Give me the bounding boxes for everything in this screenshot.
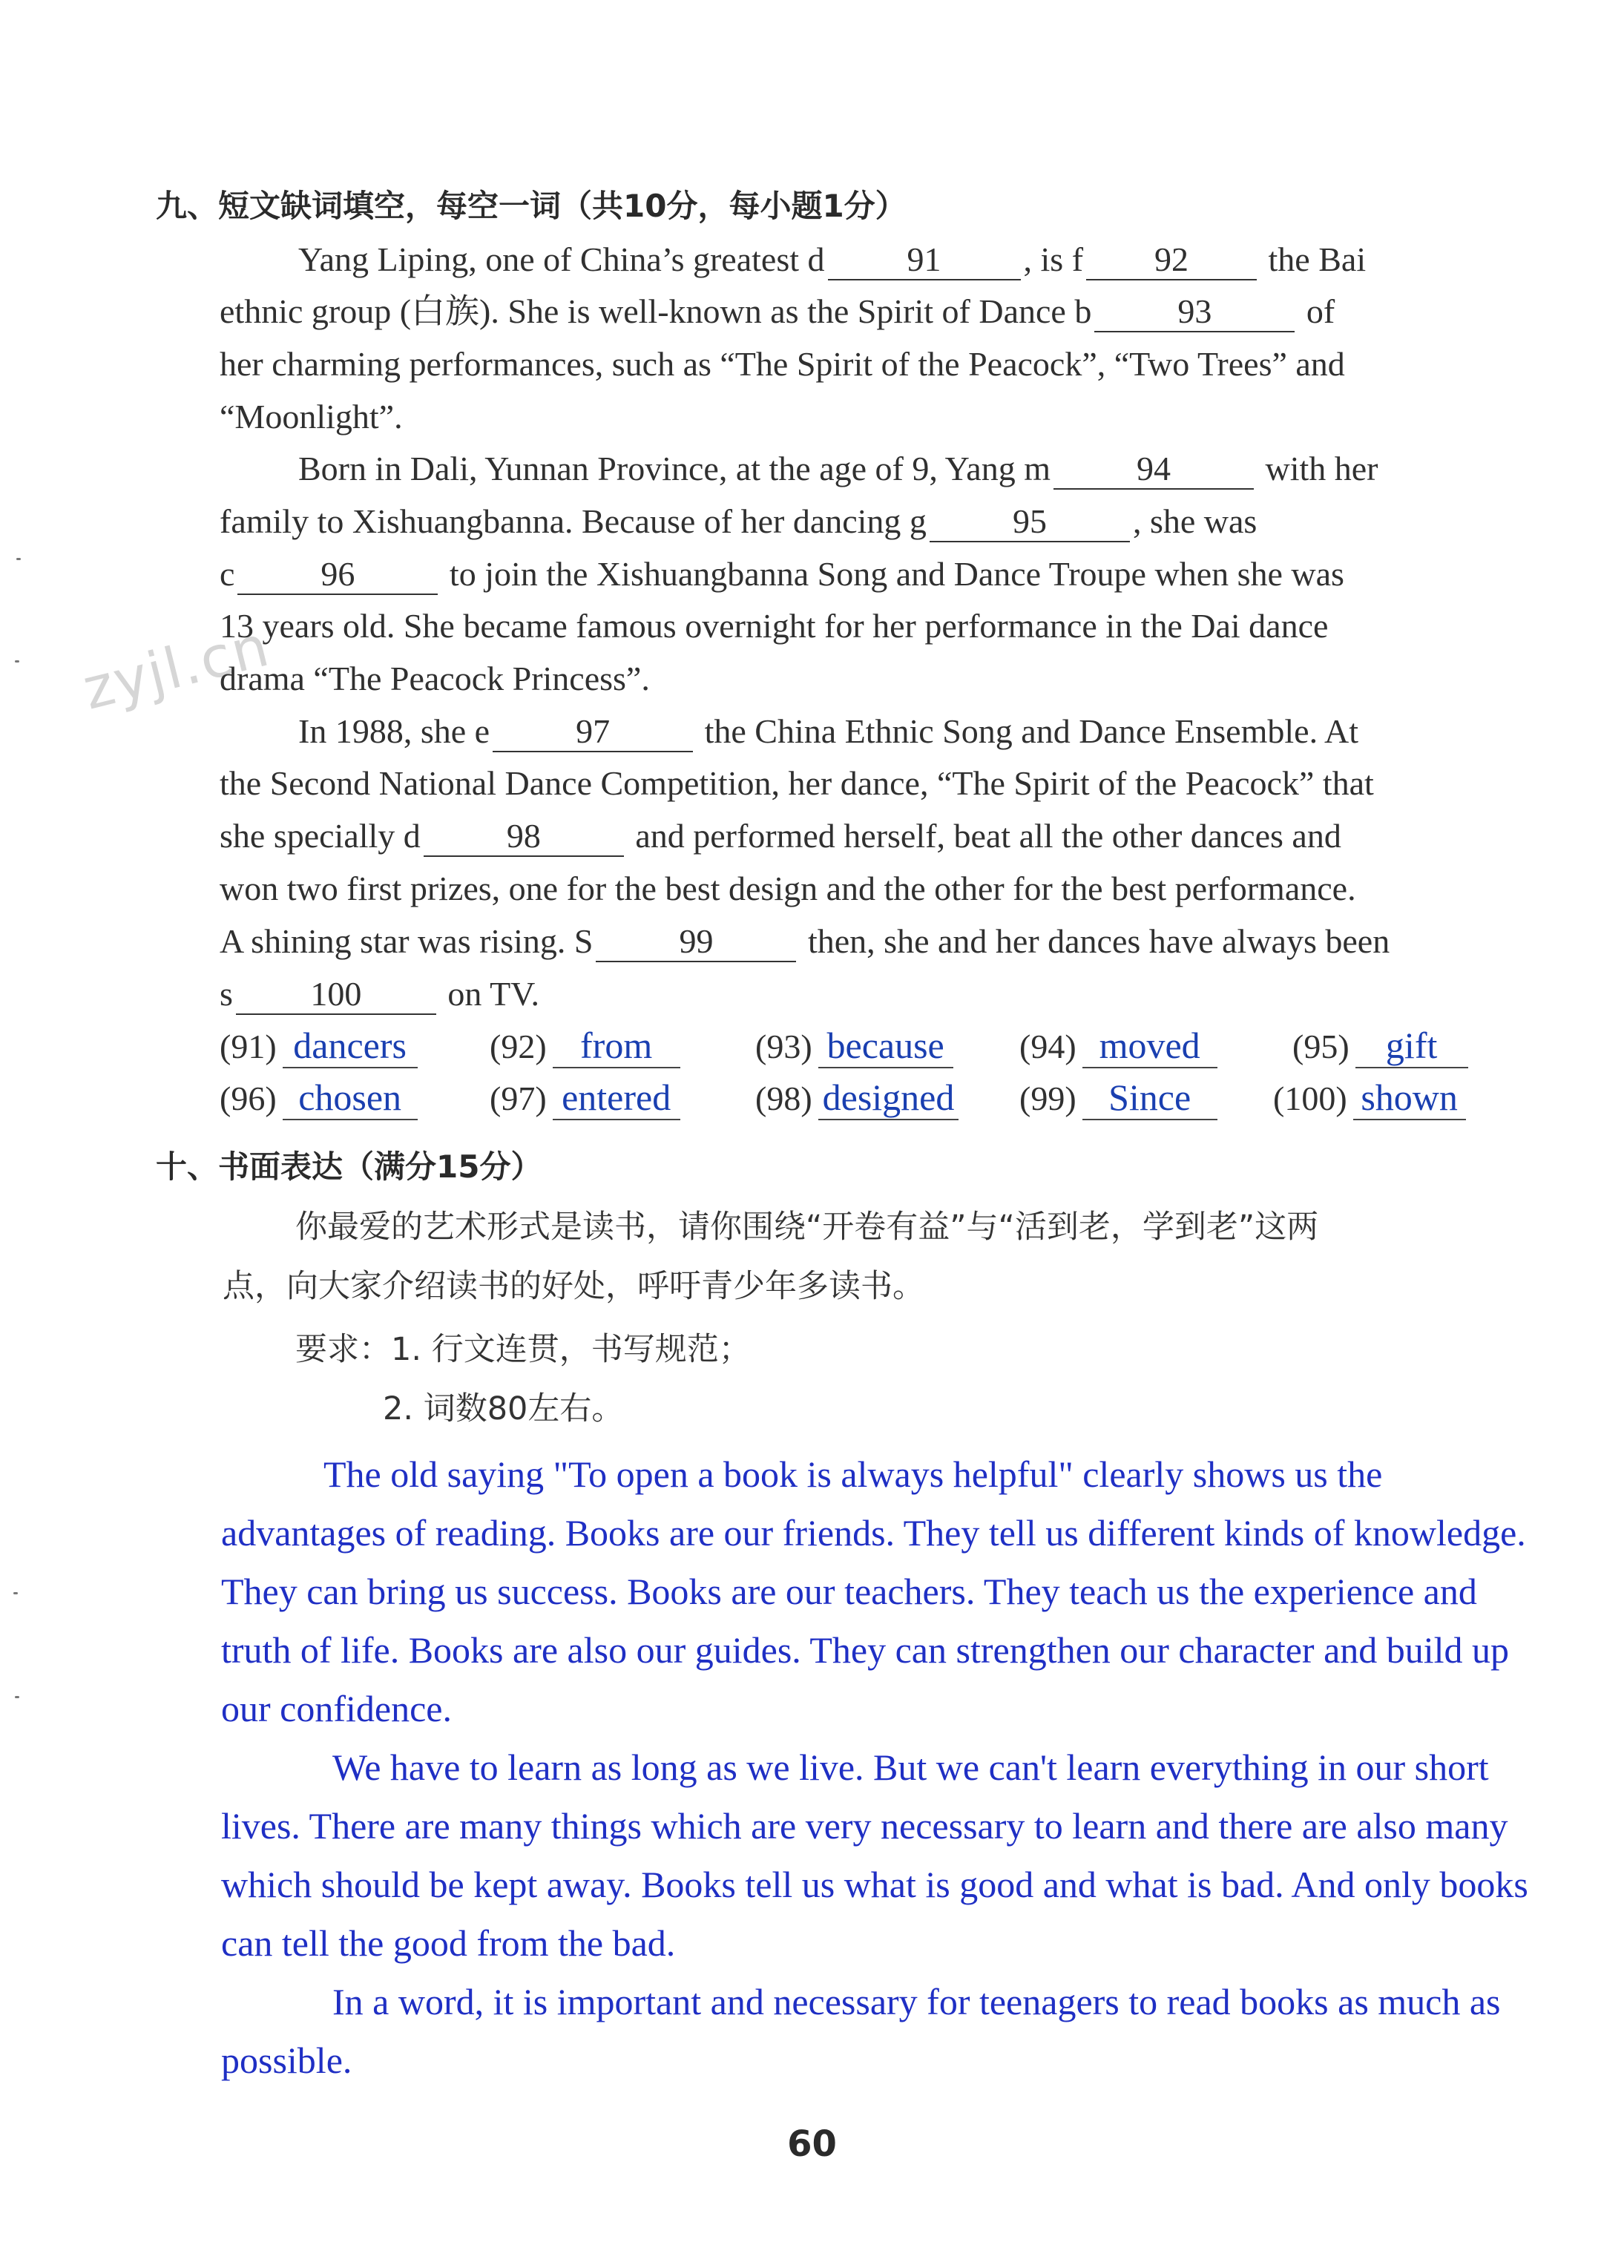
- passage-line: her charming performances, such as “The Spirit of the Peacock”, “Two Trees” and: [220, 345, 1345, 383]
- passage-line: s 100 on TV.: [220, 973, 539, 1015]
- page-number: 60: [787, 2123, 837, 2165]
- watermark: zyjl.cn: [76, 612, 277, 723]
- answer-92: (92) from: [490, 1024, 680, 1068]
- requirement-line-1: 要求：1. 行文连贯，书写规范；: [295, 1331, 751, 1368]
- scan-speck: [16, 558, 21, 560]
- blank-93: 93: [1094, 292, 1295, 332]
- essay-paragraph: We have to learn as long as we live. But we can't learn everything in our short lives. There are many things which are very necessary to learn and there are also many which should be kept away. Books tell us what is good and what is bad. And only books can tell the good from the bad.: [221, 1746, 1528, 1964]
- blank-99: 99: [596, 922, 796, 962]
- essay-paragraph: In a word, it is important and necessary for teenagers to read books as much as possible.: [221, 1981, 1501, 2081]
- blank-97: 97: [493, 712, 693, 752]
- writing-prompt-line-2: 点，向大家介绍读书的好处，呼吁青少年多读书。: [223, 1268, 924, 1305]
- blank-94: 94: [1053, 450, 1254, 490]
- scan-speck: [13, 1592, 18, 1594]
- passage-line: 13 years old. She became famous overnight for her performance in the Dai dance: [220, 607, 1329, 645]
- answer-91: (91) dancers: [220, 1024, 418, 1068]
- passage-line: Born in Dali, Yunnan Province, at the age of 9, Yang m 94 with her: [298, 448, 1378, 490]
- passage-line: c 96 to join the Xishuangbanna Song and Dance Troupe when she was: [220, 553, 1344, 595]
- passage-line: ethnic group (白族). She is well-known as the Spirit of Dance b 93 of: [220, 291, 1335, 332]
- section-10-title: 十、书面表达（满分15分）: [156, 1148, 542, 1185]
- scan-speck: [15, 1696, 19, 1698]
- blank-92: 92: [1086, 240, 1257, 280]
- answer-96: (96) chosen: [220, 1076, 418, 1120]
- answer-97: (97) entered: [490, 1076, 680, 1120]
- answer-94: (94) moved: [1019, 1024, 1217, 1068]
- blank-91: 91: [828, 240, 1021, 280]
- essay-paragraph: The old saying "To open a book is always helpful" clearly shows us the advantages of reading. Books are our friends. They tell us different kinds of knowledge. They can bring us success. Books are our teachers. They teach us the experience and truth of life. Books are also our guides. They can strengthen our character and build up our confidence.: [221, 1453, 1526, 1729]
- blank-95: 95: [930, 502, 1130, 542]
- passage-line: won two first prizes, one for the best design and the other for the best performance.: [220, 870, 1356, 907]
- blank-96: 96: [237, 555, 438, 595]
- blank-98: 98: [424, 817, 624, 857]
- essay-answer: [221, 1445, 1534, 2090]
- section-9-title: 九、短文缺词填空，每空一词（共10分，每小题1分）: [156, 188, 907, 224]
- requirement-line-2: 2. 词数80左右。: [383, 1390, 624, 1427]
- answer-98: (98) designed: [755, 1076, 959, 1120]
- passage-line: A shining star was rising. S 99 then, she and her dances have always been: [220, 921, 1390, 962]
- blank-100: 100: [236, 975, 436, 1015]
- passage-line: she specially d 98 and performed herself, beat all the other dances and: [220, 815, 1341, 857]
- passage-line: Yang Liping, one of China’s greatest d 91 , is f 92 the Bai: [298, 239, 1366, 280]
- answer-93: (93) because: [755, 1024, 953, 1068]
- passage-line: “Moonlight”.: [220, 398, 403, 435]
- passage-line: drama “The Peacock Princess”.: [220, 660, 650, 697]
- passage-line: family to Xishuangbanna. Because of her dancing g 95 , she was: [220, 501, 1257, 542]
- passage-line: the Second National Dance Competition, her dance, “The Spirit of the Peacock” that: [220, 764, 1374, 802]
- passage-line: In 1988, she e 97 the China Ethnic Song and Dance Ensemble. At: [298, 711, 1358, 752]
- writing-prompt-line-1: 你最爱的艺术形式是读书，请你围绕“开卷有益”与“活到老，学到老”这两: [295, 1209, 1319, 1246]
- scan-speck: [15, 660, 19, 663]
- answer-100: (100) shown: [1273, 1076, 1466, 1120]
- answer-99: (99) Since: [1019, 1076, 1217, 1120]
- answers-row-2: [220, 1076, 1481, 1128]
- answer-95: (95) gift: [1292, 1024, 1468, 1068]
- answers-row-1: [220, 1024, 1481, 1076]
